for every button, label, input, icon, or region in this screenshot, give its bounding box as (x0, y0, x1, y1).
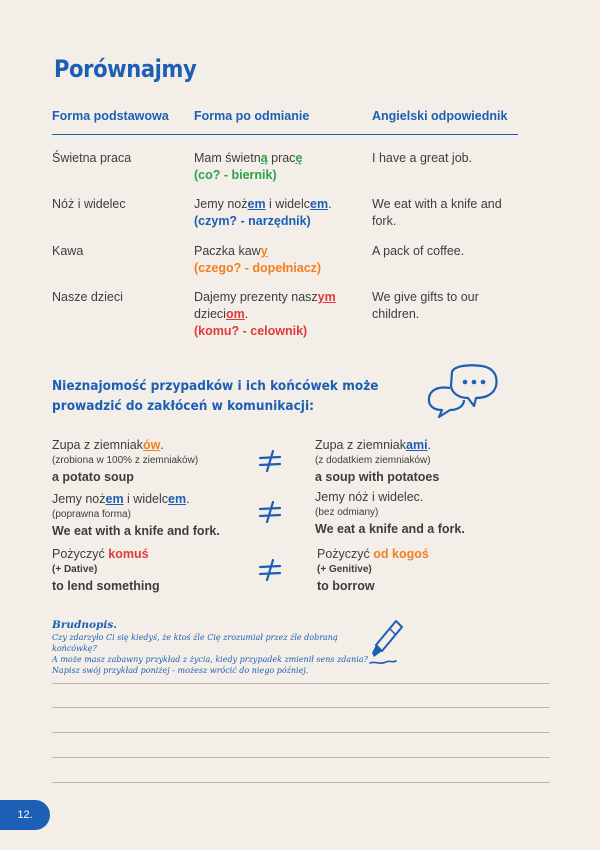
phrase: Zupa z ziemniaków. (52, 438, 164, 452)
english-equivalent: We give gifts to our children. (372, 290, 479, 321)
header-divider (52, 134, 518, 135)
phrase-note: (poprawna forma) (52, 509, 131, 520)
speech-bubbles-icon (424, 364, 500, 418)
not-equal-icon (257, 449, 283, 473)
writing-line (52, 732, 550, 733)
phrase-note: (zrobiona w 100% z ziemniaków) (52, 455, 199, 466)
writing-line (52, 683, 550, 684)
header-inflected-form: Forma po odmianie (194, 109, 310, 123)
inflected-form: Dajemy prezenty naszym dzieciom. (komu? - celownik) (194, 289, 364, 340)
inflected-form: Jemy nożem i widelcem. (czym? - narzędnik) (194, 196, 364, 230)
phrase-english: We eat a knife and a fork. (315, 522, 465, 536)
case-note: (czym? - narzędnik) (194, 214, 311, 228)
phrase-english: to borrow (317, 579, 375, 593)
phrase-english: a soup with potatoes (315, 470, 440, 484)
case-note: (co? - biernik) (194, 168, 277, 182)
phrase-note: (z dodatkiem ziemniaków) (315, 455, 431, 466)
writing-line (52, 757, 550, 758)
base-form: Nasze dzieci (52, 290, 123, 304)
english-equivalent: I have a great job. (372, 151, 473, 165)
comparison-right (315, 437, 515, 486)
base-form: Kawa (52, 244, 84, 258)
phrase: Pożyczyć od kogoś (317, 547, 429, 561)
phrase: Jemy nożem i widelcem. (52, 492, 190, 506)
inflected-form: Paczka kawy (czego? - dopełniacz) (194, 243, 364, 277)
comparison-left (52, 491, 252, 540)
phrase-english: to lend something (52, 579, 160, 593)
comparison-right (315, 489, 515, 538)
draft-prompt: Czy zdarzyło Ci się kiedyś, że ktoś źle Cię zrozumiał przez źle dobraną końcówkę? A może masz zabawny przykład z życia, kiedy przypadek zmienił sens zdania? Napisz swój przykład poniżej - możesz wrócić do niego później. (52, 633, 368, 675)
phrase-english: We eat with a knife and fork. (52, 524, 220, 538)
header-base-form: Forma podstawowa (52, 109, 169, 123)
phrase-note: (+ Dative) (52, 564, 98, 575)
base-form: Nóż i widelec (52, 197, 126, 211)
phrase: Pożyczyć komuś (52, 547, 149, 561)
header-english: Angielski odpowiednik (372, 109, 508, 123)
comparison-left (52, 437, 252, 486)
phrase-english: a potato soup (52, 470, 134, 484)
phrase: Zupa z ziemniakami. (315, 438, 432, 452)
not-equal-icon (257, 558, 283, 582)
base-form: Świetna praca (52, 151, 132, 165)
english-equivalent: A pack of coffee. (372, 244, 465, 258)
phrase: Jemy nóż i widelec. (315, 490, 424, 504)
not-equal-icon (257, 500, 283, 524)
writing-line (52, 782, 550, 783)
writing-line (52, 707, 550, 708)
english-equivalent: We eat with a knife and fork. (372, 197, 502, 228)
inflected-form: Mam świetną pracę (co? - biernik) (194, 150, 364, 184)
comparison-left (52, 546, 252, 595)
comparison-right (317, 546, 517, 595)
phrase-note: (+ Genitive) (317, 564, 372, 575)
fountain-pen-icon (366, 617, 406, 669)
subheading: Nieznajomość przypadków i ich końcówek może prowadzić do zakłóceń w komunikacji: (52, 378, 379, 414)
phrase-note: (bez odmiany) (315, 507, 379, 518)
case-note: (komu? - celownik) (194, 324, 308, 338)
page-title: Porównajmy (54, 55, 197, 83)
page-number: 12. (0, 800, 50, 830)
draft-title: Brudnopis. (52, 619, 117, 631)
case-note: (czego? - dopełniacz) (194, 261, 322, 275)
table-header (52, 109, 518, 129)
